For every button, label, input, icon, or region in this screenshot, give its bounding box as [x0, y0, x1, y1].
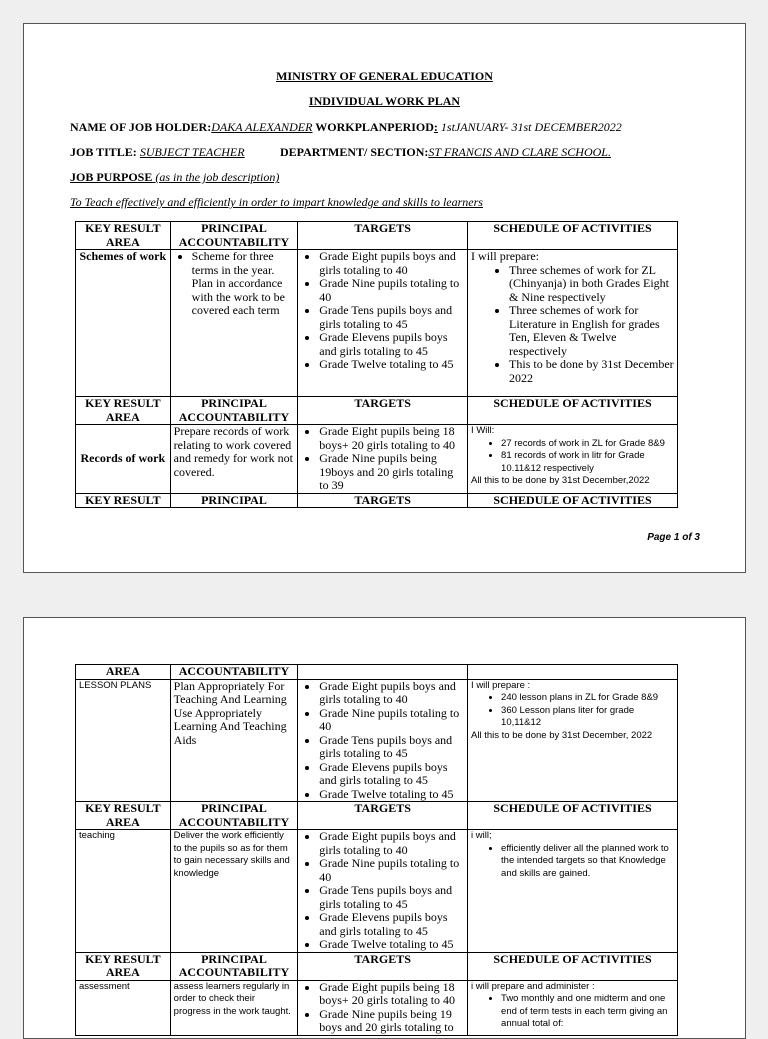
header-text: KEY RESULT [85, 221, 161, 235]
header-targets: TARGETS [298, 802, 468, 830]
header-key-result-area [76, 802, 171, 830]
targets-cell [298, 980, 468, 1035]
header-text: AREA [105, 814, 140, 829]
job-holder-line [70, 120, 622, 135]
table-row-records [76, 425, 678, 494]
work-plan-table-1 [75, 221, 678, 508]
targets-cell [298, 250, 468, 397]
list-item: • Two monthly and one midterm and one end of term tests in each term giving an annual total of: [501, 993, 674, 1031]
job-holder-label: NAME OF JOB HOLDER: [70, 120, 212, 134]
list-item: • Grade Twelve totaling to 45 [319, 358, 464, 372]
job-purpose-line [70, 170, 279, 185]
header-principal-accountability [170, 952, 298, 980]
table-row-lesson-plans [76, 679, 678, 802]
list-item: • Grade Tens pupils boys and girls totaling to 45 [319, 734, 464, 761]
header-targets: TARGETS [298, 493, 468, 508]
accountability-cell: Plan Appropriately For Teaching And Learning Use Appropriately Learning And Teaching Aids [170, 679, 298, 802]
list-item: • Grade Eight pupils boys and girls totaling to 40 [319, 250, 464, 277]
header-text: PRINCIPAL [201, 221, 267, 235]
list-item: • 360 Lesson plans liter for grade 10,11&12 [501, 705, 674, 730]
schedule-footer: All this to be done by 31st December,2022 [471, 475, 650, 486]
targets-cell [298, 679, 468, 802]
header-targets: TARGETS [298, 952, 468, 980]
header-text: PRINCIPAL [201, 951, 267, 966]
list-item: • This to be done by 31st December 2022 [509, 358, 674, 385]
header-targets: TARGETS [298, 397, 468, 425]
header-key-result-area [76, 222, 171, 250]
accountability-cell [170, 250, 298, 397]
header-text: KEY RESULT [85, 396, 161, 410]
schedule-intro: I Will: [471, 425, 495, 436]
header-text: PRINCIPAL [201, 801, 267, 815]
document-page-2 [23, 617, 746, 1039]
list-item: • Grade Nine pupils being 19 boys and 20 girls totaling to [319, 1008, 464, 1035]
document-page-1 [23, 23, 746, 573]
list-item: • Grade Eight pupils boys and girls totaling to 40 [319, 680, 464, 707]
list-item: • Grade Twelve totaling to 45 [319, 938, 464, 952]
work-plan-period-label: WORKPLANPERIOD [312, 120, 434, 134]
table-header-row [76, 222, 678, 250]
kra-cell: Records of work [76, 425, 171, 494]
header-empty [298, 665, 468, 680]
header-schedule: SCHEDULE OF ACTIVITIES [468, 802, 678, 830]
list-item: • Grade Elevens pupils boys and girls totaling to 45 [319, 911, 464, 938]
header-key-result-area [76, 397, 171, 425]
ministry-heading: MINISTRY OF GENERAL EDUCATION [276, 69, 493, 83]
job-purpose-note: (as in the job description) [152, 170, 280, 184]
schedule-cell [468, 830, 678, 953]
list-item: • Grade Elevens pupils boys and girls totaling to 45 [319, 331, 464, 358]
list-item: • Grade Tens pupils boys and girls totaling to 45 [319, 884, 464, 911]
list-item: • Three schemes of work for ZL (Chinyanja) in both Grades Eight & Nine respectively [509, 264, 674, 305]
header-empty [468, 665, 678, 680]
header-text: ACCOUNTABILITY [178, 234, 290, 249]
list-item: • Grade Twelve totaling to 45 [319, 788, 464, 802]
schedule-intro: I will prepare : [471, 679, 531, 691]
header-principal-accountability [170, 222, 298, 250]
header-text: PRINCIPAL [201, 396, 267, 410]
header-text: AREA [105, 234, 140, 249]
list-item: • Grade Eight pupils boys and girls totaling to 40 [319, 830, 464, 857]
header-schedule: SCHEDULE OF ACTIVITIES [468, 493, 678, 508]
list-item: • Grade Eight pupils being 18 boys+ 20 girls totaling to 40 [319, 981, 464, 1008]
list-item: • Grade Eight pupils being 18 boys+ 20 girls totaling to 40 [319, 425, 464, 452]
schedule-cell [468, 425, 678, 494]
list-item: • Grade Elevens pupils boys and girls totaling to 45 [319, 761, 464, 788]
table-row-teaching [76, 830, 678, 953]
list-item: • Grade Nine pupils totaling to 40 [319, 277, 464, 304]
work-plan-period-colon: : [433, 120, 438, 134]
work-plan-period-value: 1stJANUARY- 31st DECEMBER2022 [437, 120, 622, 134]
work-plan-table-2 [75, 664, 678, 1036]
schedule-intro: i will prepare and administer : [471, 980, 595, 992]
list-item: • Three schemes of work for Literature in English for grades Ten, Eleven & Twelve respectively [509, 304, 674, 358]
schedule-intro: i will; [471, 830, 492, 841]
list-item: • Scheme for three terms in the year. Plan in accordance with the work to be covered each term [192, 250, 295, 318]
department-value: ST FRANCIS AND CLARE SCHOOL. [428, 145, 611, 159]
schedule-cell [468, 980, 678, 1035]
job-title-label: JOB TITLE: [70, 145, 140, 159]
list-item: • 27 records of work in ZL for Grade 8&9 [501, 438, 674, 451]
accountability-cell: Prepare records of work relating to work covered and remedy for work not covered. [170, 425, 298, 494]
header-text: ACCOUNTABILITY [178, 965, 290, 979]
list-item: • efficiently deliver all the planned work to the intended targets so that Knowledge and skills are gained. [501, 843, 674, 881]
header-schedule: SCHEDULE OF ACTIVITIES [468, 222, 678, 250]
accountability-cell: assess learners regularly in order to check their progress in the work taught. [170, 980, 298, 1035]
job-title-value: SUBJECT TEACHER [139, 145, 245, 159]
table-row-assessment [76, 980, 678, 1035]
header-text: AREA [105, 409, 140, 424]
work-plan-title: INDIVIDUAL WORK PLAN [308, 94, 461, 108]
header-principal-accountability: ACCOUNTABILITY [170, 665, 298, 680]
targets-cell [298, 830, 468, 953]
list-item: • 81 records of work in litr for Grade 10.11&12 respectively [501, 450, 674, 475]
job-purpose-label: JOB PURPOSE [70, 170, 153, 184]
targets-cell [298, 425, 468, 494]
job-title-line [70, 145, 245, 160]
kra-cell: LESSON PLANS [76, 679, 171, 802]
accountability-cell: Deliver the work efficiently to the pupils so as for them to gain necessary skills and knowledge [170, 830, 298, 953]
list-item: • Grade Nine pupils being 19boys and 20 girls totaling to 39 [319, 452, 464, 493]
list-item: • Grade Tens pupils boys and girls totaling to 45 [319, 304, 464, 331]
header-key-result-area: AREA [76, 665, 171, 680]
job-purpose-text: To Teach effectively and efficiently in order to impart knowledge and skills to learners [70, 195, 483, 209]
table-header-row [76, 665, 678, 680]
header-principal-accountability [170, 802, 298, 830]
header-text: ACCOUNTABILITY [178, 409, 290, 424]
kra-cell: assessment [76, 980, 171, 1035]
schedule-cell [468, 250, 678, 397]
header-text: ACCOUNTABILITY [178, 814, 290, 829]
header-targets: TARGETS [298, 222, 468, 250]
list-item: • Grade Nine pupils totaling to 40 [319, 857, 464, 884]
header-principal-accountability: PRINCIPAL [170, 493, 298, 508]
table-header-row [76, 802, 678, 830]
table-header-row [76, 397, 678, 425]
header-schedule: SCHEDULE OF ACTIVITIES [468, 952, 678, 980]
header-key-result-area: KEY RESULT [76, 493, 171, 508]
schedule-footer: All this to be done by 31st December, 2022 [471, 729, 653, 741]
header-text: KEY RESULT [85, 951, 161, 966]
table-header-row [76, 952, 678, 980]
table-header-row [76, 493, 678, 508]
kra-cell: Schemes of work [76, 250, 171, 397]
department-label: DEPARTMENT/ SECTION: [280, 145, 429, 159]
header-principal-accountability [170, 397, 298, 425]
header-text: AREA [105, 965, 140, 979]
page-number: Page 1 of 3 [647, 532, 700, 543]
list-item: • 240 lesson plans in ZL for Grade 8&9 [501, 692, 674, 705]
table-row-schemes [76, 250, 678, 397]
schedule-intro: I will prepare: [471, 249, 540, 263]
list-item: • Grade Nine pupils totaling to 40 [319, 707, 464, 734]
schedule-cell [468, 679, 678, 802]
header-text: KEY RESULT [85, 801, 161, 815]
kra-cell: teaching [76, 830, 171, 953]
header-schedule: SCHEDULE OF ACTIVITIES [468, 397, 678, 425]
job-holder-name: DAKA ALEXANDER [211, 120, 313, 134]
header-key-result-area [76, 952, 171, 980]
department-line [280, 145, 611, 160]
